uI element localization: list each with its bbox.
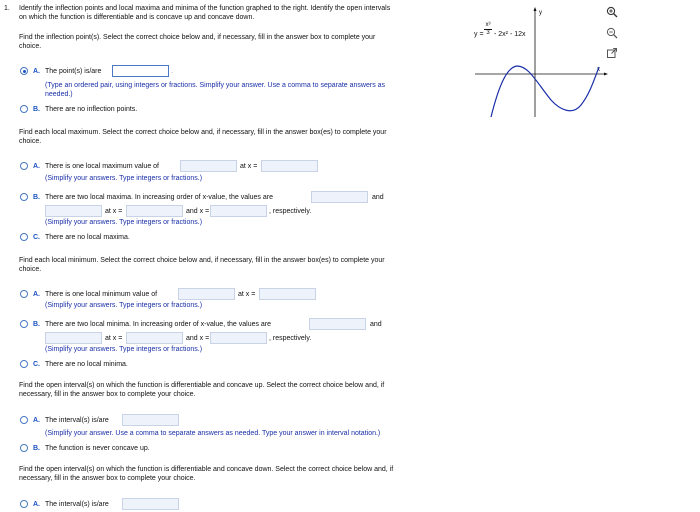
local-min-prompt-line2: choice. [19, 266, 42, 273]
inflection-option-b-text: There are no inflection points. [45, 106, 138, 113]
concave-up-prompt-line2: necessary, fill in the answer box to complete your choice. [19, 391, 196, 398]
inflection-option-a-hint-line2: needed.) [45, 91, 73, 98]
input-marker: . [171, 68, 173, 75]
local-min-option-c-letter: C. [33, 361, 40, 368]
local-max-option-b-hint: (Simplify your answers. Type integers or fractions.) [45, 219, 203, 226]
concave-up-option-b-text: The function is never concave up. [45, 445, 150, 452]
function-graph [473, 5, 613, 120]
local-max-option-a-text: There is one local maximum value of [45, 163, 159, 170]
concave-up-option-b-letter: B. [33, 445, 40, 452]
popout-button[interactable] [605, 46, 619, 60]
question-text-line1: Identify the inflection points and local maxima and minima of the function graphed to the right. Identify the open intervals [19, 5, 391, 12]
local-min-option-a-hint: (Simplify your answers. Type integers or fractions.) [45, 302, 203, 309]
concave-up-option-a-letter: A. [33, 417, 40, 424]
local-min-option-c-text: There are no local minima. [45, 361, 128, 368]
local-min-option-a-atx: at x = [238, 291, 256, 298]
local-max-option-c-text: There are no local maxima. [45, 234, 130, 241]
local-min-option-b-letter: B. [33, 321, 40, 328]
local-min-x-input[interactable] [259, 288, 316, 300]
local-max-option-b-and1: and [372, 194, 384, 201]
local-min-option-c-radio[interactable] [20, 360, 28, 368]
inflection-option-a-letter: A. [33, 68, 40, 75]
local-max-option-b-and2: and x = [186, 208, 210, 215]
local-max-x2-input[interactable] [210, 205, 267, 217]
inflection-option-a-radio[interactable] [20, 67, 28, 75]
local-min-value1-input[interactable] [309, 318, 366, 330]
local-max-value1-input[interactable] [311, 191, 368, 203]
local-min-option-b-and2: and x = [186, 335, 210, 342]
inflection-prompt-line1: Find the inflection point(s). Select the correct choice below and, if necessary, fill in the answer box to complete your [19, 34, 376, 41]
y-axis-arrow [534, 7, 537, 11]
zoom-out-button[interactable] [605, 26, 619, 40]
concave-up-option-a-radio[interactable] [20, 416, 28, 424]
local-min-value2-input[interactable] [45, 332, 102, 344]
concave-up-option-a-text: The interval(s) is/are [45, 417, 109, 424]
equation-denominator: 3 [484, 29, 492, 37]
local-max-x-input[interactable] [261, 160, 318, 172]
local-max-option-b-atx: at x = [105, 208, 123, 215]
local-max-option-b-respectively: , respectively. [269, 208, 312, 215]
local-min-option-a-letter: A. [33, 291, 40, 298]
local-min-option-a-text: There is one local minimum value of [45, 291, 158, 298]
question-number: 1. [4, 5, 10, 12]
local-max-value2-input[interactable] [45, 205, 102, 217]
inflection-prompt-line2: choice. [19, 43, 42, 50]
x-axis-label: x [597, 67, 600, 73]
local-min-option-b-radio[interactable] [20, 320, 28, 328]
local-max-x1-input[interactable] [126, 205, 183, 217]
x-axis-arrow [604, 73, 608, 76]
local-max-value-input[interactable] [180, 160, 237, 172]
inflection-option-b-letter: B. [33, 106, 40, 113]
local-max-option-a-radio[interactable] [20, 162, 28, 170]
concave-up-prompt-line1: Find the open interval(s) on which the function is differentiable and concave up. Select the correct choice below and, if [19, 382, 385, 389]
local-min-prompt-line1: Find each local minimum. Select the correct choice below and, if necessary, fill in the answer box(es) to complete your [19, 257, 385, 264]
zoom-out-icon [606, 27, 618, 39]
inflection-option-b-radio[interactable] [20, 105, 28, 113]
local-max-option-a-hint: (Simplify your answers. Type integers or fractions.) [45, 175, 203, 182]
local-max-option-a-atx: at x = [240, 163, 258, 170]
inflection-option-a-hint-line1: (Type an ordered pair, using integers or fractions. Simplify your answer. Use a comma to separate answers as [45, 82, 386, 89]
local-min-option-b-atx: at x = [105, 335, 123, 342]
local-min-x2-input[interactable] [210, 332, 267, 344]
concave-down-interval-input[interactable] [122, 498, 179, 510]
concave-down-option-a-radio[interactable] [20, 500, 28, 508]
equation-rest: - 2x² - 12x [494, 31, 526, 38]
local-min-option-b-hint: (Simplify your answers. Type integers or fractions.) [45, 346, 203, 353]
concave-down-prompt-line2: necessary, fill in the answer box to complete your choice. [19, 475, 196, 482]
local-max-option-c-letter: C. [33, 234, 40, 241]
local-max-option-a-letter: A. [33, 163, 40, 170]
concave-down-option-a-letter: A. [33, 501, 40, 508]
inflection-points-input[interactable] [112, 65, 169, 77]
popout-icon [606, 47, 618, 59]
local-max-option-b-letter: B. [33, 194, 40, 201]
concave-down-prompt-line1: Find the open interval(s) on which the function is differentiable and concave down. Select the correct choice below and, if [19, 466, 394, 473]
local-max-prompt-line2: choice. [19, 138, 42, 145]
y-axis-label: y [539, 10, 542, 16]
zoom-in-button[interactable] [605, 5, 619, 19]
local-max-prompt-line1: Find each local maximum. Select the correct choice below and, if necessary, fill in the answer box(es) to complete your [19, 129, 387, 136]
equation-y: y = [474, 31, 484, 38]
local-min-option-a-radio[interactable] [20, 290, 28, 298]
concave-up-option-a-hint: (Simplify your answer. Use a comma to separate answers as needed. Type your answer in interval notation.) [45, 430, 381, 437]
concave-up-interval-input[interactable] [122, 414, 179, 426]
concave-up-option-b-radio[interactable] [20, 444, 28, 452]
concave-down-option-a-text: The interval(s) is/are [45, 501, 109, 508]
local-max-option-b-text: There are two local maxima. In increasing order of x-value, the values are [45, 194, 273, 201]
local-min-option-b-respectively: , respectively. [269, 335, 312, 342]
question-text-line2: on which the function is differentiable and is concave up and concave down. [19, 14, 255, 21]
local-min-option-b-text: There are two local minima. In increasing order of x-value, the values are [45, 321, 272, 328]
local-min-x1-input[interactable] [126, 332, 183, 344]
local-max-option-b-radio[interactable] [20, 193, 28, 201]
local-min-value-input[interactable] [178, 288, 235, 300]
local-max-option-c-radio[interactable] [20, 233, 28, 241]
equation-numerator: x³ [485, 22, 491, 28]
inflection-option-a-text: The point(s) is/are [45, 68, 102, 75]
local-min-option-b-and1: and [370, 321, 382, 328]
zoom-in-icon [606, 6, 618, 18]
